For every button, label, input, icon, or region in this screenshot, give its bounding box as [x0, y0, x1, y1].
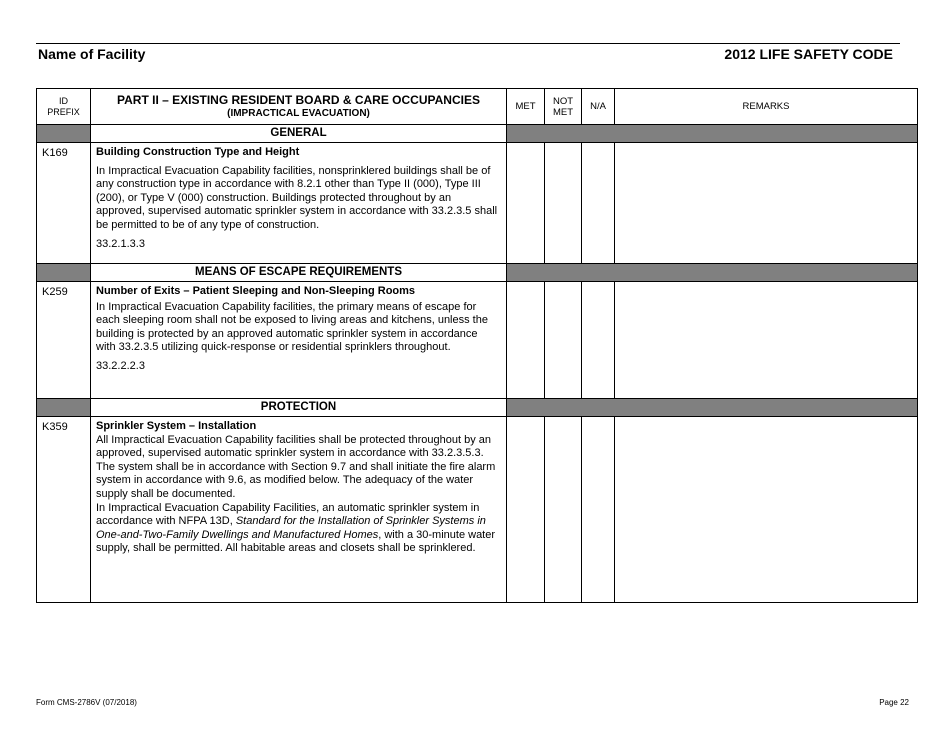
section-row-escape	[37, 264, 918, 282]
na-cell[interactable]	[582, 417, 615, 603]
section-shade	[37, 125, 91, 143]
requirement-title: Building Construction Type and Height	[96, 146, 300, 158]
section-shade	[507, 399, 918, 417]
na-header: N/A	[582, 89, 615, 125]
form-number: Form CMS-2786V (07/2018)	[36, 698, 137, 707]
header-rule	[36, 43, 900, 44]
not-met-cell[interactable]	[545, 282, 582, 399]
requirement-text: In Impractical Evacuation Capability facilities, nonsprinklered buildings shall be of any construction type in accordance with 8.2.1 other than Type II (000), Type III (200), or Type V (000) construction. Buildings protected throughout by an approved, supervised automatic sprinkler system in accordance with 33.2.3.5 shall be permitted to be of any type of construction.	[96, 164, 498, 231]
na-cell[interactable]	[582, 282, 615, 399]
table-row	[37, 417, 918, 603]
requirement-text: In Impractical Evacuation Capability facilities, the primary means of escape for each sleeping room shall not be exposed to living areas and kitchens, unless the building is protected by an approved automatic sprinkler system in accordance with 33.2.3.5 utilizing quick-response or residential sprinklers throughout.	[96, 300, 488, 354]
section-shade	[37, 399, 91, 417]
section-shade	[507, 264, 918, 282]
code-title: 2012 LIFE SAFETY CODE	[724, 46, 893, 62]
id-prefix: K169	[37, 143, 91, 264]
requirement-cell	[91, 417, 507, 603]
not-met-cell[interactable]	[545, 417, 582, 603]
requirement-title: Number of Exits – Patient Sleeping and Non-Sleeping Rooms	[96, 285, 416, 297]
not-met-header: NOT MET	[545, 89, 582, 125]
remarks-cell[interactable]	[615, 417, 918, 603]
section-shade	[37, 264, 91, 282]
standard-title: Standard for the Installation of Sprinkler Systems in One-and-Two-Family Dwellings and Manufactured Homes	[96, 515, 486, 541]
requirement-reference: 33.2.1.3.3	[96, 237, 145, 250]
not-met-cell[interactable]	[545, 143, 582, 264]
table-row	[37, 282, 918, 399]
remarks-cell[interactable]	[615, 143, 918, 264]
section-title-protection: PROTECTION	[91, 399, 507, 417]
met-cell[interactable]	[507, 282, 545, 399]
remarks-cell[interactable]	[615, 282, 918, 399]
remarks-header: REMARKS	[615, 89, 918, 125]
facility-name-label: Name of Facility	[38, 46, 146, 62]
na-cell[interactable]	[582, 143, 615, 264]
section-row-protection	[37, 399, 918, 417]
requirement-reference: 33.2.2.2.3	[96, 359, 145, 372]
table-row	[37, 143, 918, 264]
met-header: MET	[507, 89, 545, 125]
section-title-general: GENERAL	[91, 125, 507, 143]
requirement-text: The system shall be in accordance with Section 9.7 and shall initiate the fire alarm system in accordance with 9.6, as modified below. The adequacy of the water supply shall be documented.	[96, 460, 496, 500]
requirement-cell	[91, 282, 507, 399]
section-title-escape: MEANS OF ESCAPE REQUIREMENTS	[91, 264, 507, 282]
requirement-cell	[91, 143, 507, 264]
requirement-title: Sprinkler System – Installation	[96, 420, 257, 432]
section-shade	[507, 125, 918, 143]
met-cell[interactable]	[507, 143, 545, 264]
page-number: Page 22	[879, 698, 909, 707]
id-prefix: K259	[37, 282, 91, 399]
table-header-row	[37, 89, 918, 125]
id-prefix-header: ID PREFIX	[37, 89, 91, 125]
requirement-text-part: In Impractical Evacuation Capability Facilities, an automatic sprinkler system in accordance with NFPA 13D,	[96, 501, 480, 528]
section-row-general	[37, 125, 918, 143]
part-header	[91, 89, 507, 125]
part-title: PART II – EXISTING RESIDENT BOARD & CARE OCCUPANCIES	[117, 92, 480, 107]
requirement-text	[96, 502, 500, 556]
requirement-text-part: , with a 30-minute water supply, shall be permitted. All habitable areas and closets shall be sprinklered.	[96, 528, 496, 555]
checklist-table	[36, 88, 918, 603]
requirement-text: All Impractical Evacuation Capability facilities shall be protected throughout by an approved, supervised automatic sprinkler system in accordance with 33.2.3.5.3.	[96, 433, 491, 460]
id-prefix: K359	[37, 417, 91, 603]
met-cell[interactable]	[507, 417, 545, 603]
part-subtitle: (IMPRACTICAL EVACUATION)	[227, 107, 370, 119]
